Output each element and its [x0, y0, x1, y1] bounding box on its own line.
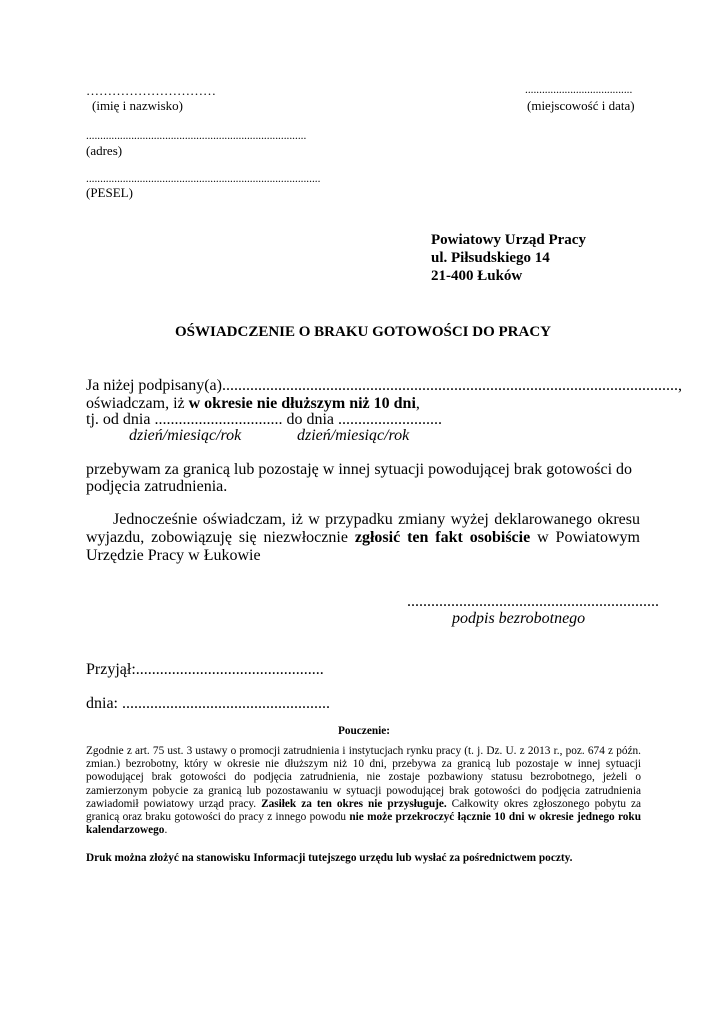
- recipient-line-2: ul. Piłsudskiego 14: [431, 250, 550, 266]
- statement-line-1: Ja niżej podpisany(a)..................................................................................................................,: [86, 377, 682, 394]
- notice-text-1: Zgodnie z art. 75 ust. 3 ustawy o promocji zatrudnienia i instytucjach rynku pracy (t. j. Dz. U. z 2013 r., poz. 674 z późn. zmian.) bezrobotny, który w okresie nie dłuższym niż 10 dni, przebywa za granicą lub pozostaje w innej sytuacji powodującej brak gotowości do podjęcia zatrudnienia, nie zostaje pozbawiony statusu bezrobotnego, jeżeli o zamierzonym pobycie za granicą lub pozostawaniu w sytuacji powodującej brak gotowości do podjęcia zatrudnienia zawiadomił powiatowy urząd pracy.: [86, 745, 641, 810]
- signature-label: podpis bezrobotnego: [452, 610, 586, 627]
- received-date-label: dnia:: [86, 695, 118, 712]
- change-paragraph-end: w Powiatowym Urzędzie Pracy w Łukowie: [86, 529, 641, 564]
- recipient-line-3: 21-400 Łuków: [431, 268, 523, 284]
- change-paragraph-text: Jednocześnie oświadczam, iż w przypadku zmiany wyżej deklarowanego okresu wyjazdu, zobowiązuję się niezwłocznie: [86, 511, 640, 546]
- notice-text-2: Całkowity okres zgłoszonego pobytu za granicą oraz braku gotowości do pracy z innego powodu: [86, 797, 641, 824]
- notice-heading: Pouczenie:: [337, 725, 391, 737]
- signature-dots: ...............................................................: [407, 593, 659, 610]
- statement-line-2-end: ,: [415, 395, 420, 412]
- statement-period-bold: w okresie nie dłuższym niż 10 dni: [188, 395, 416, 412]
- place-date-dots: ......................................: [525, 84, 633, 96]
- notice-footer: Druk można złożyć na stanowisku Informacji tutejszego urzędu lub wysłać za pośrednictwem poczty.: [86, 852, 573, 864]
- recipient-line-1: Powiatowy Urząd Pracy: [431, 232, 586, 248]
- statement-line-2-text: oświadczam, iż: [86, 395, 189, 412]
- pesel-label: (PESEL): [86, 185, 133, 200]
- document-title: OŚWIADCZENIE O BRAKU GOTOWOŚCI DO PRACY: [174, 324, 552, 340]
- address-dots: ..............................................................................: [86, 130, 307, 142]
- notice-paragraph: [86, 745, 641, 837]
- received-label: Przyjął:: [86, 661, 136, 678]
- change-paragraph-bold: zgłosić ten fakt osobiście: [354, 529, 531, 546]
- date-to-hint: dzień/miesiąc/rok: [297, 427, 410, 444]
- name-dots: …………………………: [86, 83, 216, 98]
- notice-text-3: .: [164, 824, 168, 837]
- received-date-line: [86, 695, 330, 713]
- statement-dates-line: tj. od dnia ................................ do dnia ..........................: [86, 411, 442, 428]
- change-paragraph: [86, 511, 640, 565]
- received-line: [86, 661, 324, 679]
- notice-bold-1: Zasiłek za ten okres nie przysługuje.: [261, 797, 447, 810]
- abroad-paragraph: przebywam za granicą lub pozostaję w innej sytuacji powodującej brak gotowości do podjęcia zatrudnienia.: [86, 461, 633, 495]
- pesel-dots: ...................................................................................: [86, 173, 321, 185]
- address-label: (adres): [86, 143, 123, 158]
- place-date-label: (miejscowość i data): [527, 98, 635, 113]
- received-dots: ...............................................: [135, 661, 324, 678]
- date-from-hint: dzień/miesiąc/rok: [129, 427, 242, 444]
- notice-bold-2: nie może przekroczyć łącznie 10 dni w okresie jednego roku kalendarzowego: [86, 811, 641, 837]
- received-date-dots: ....................................................: [122, 695, 330, 712]
- name-label: (imię i nazwisko): [92, 98, 183, 113]
